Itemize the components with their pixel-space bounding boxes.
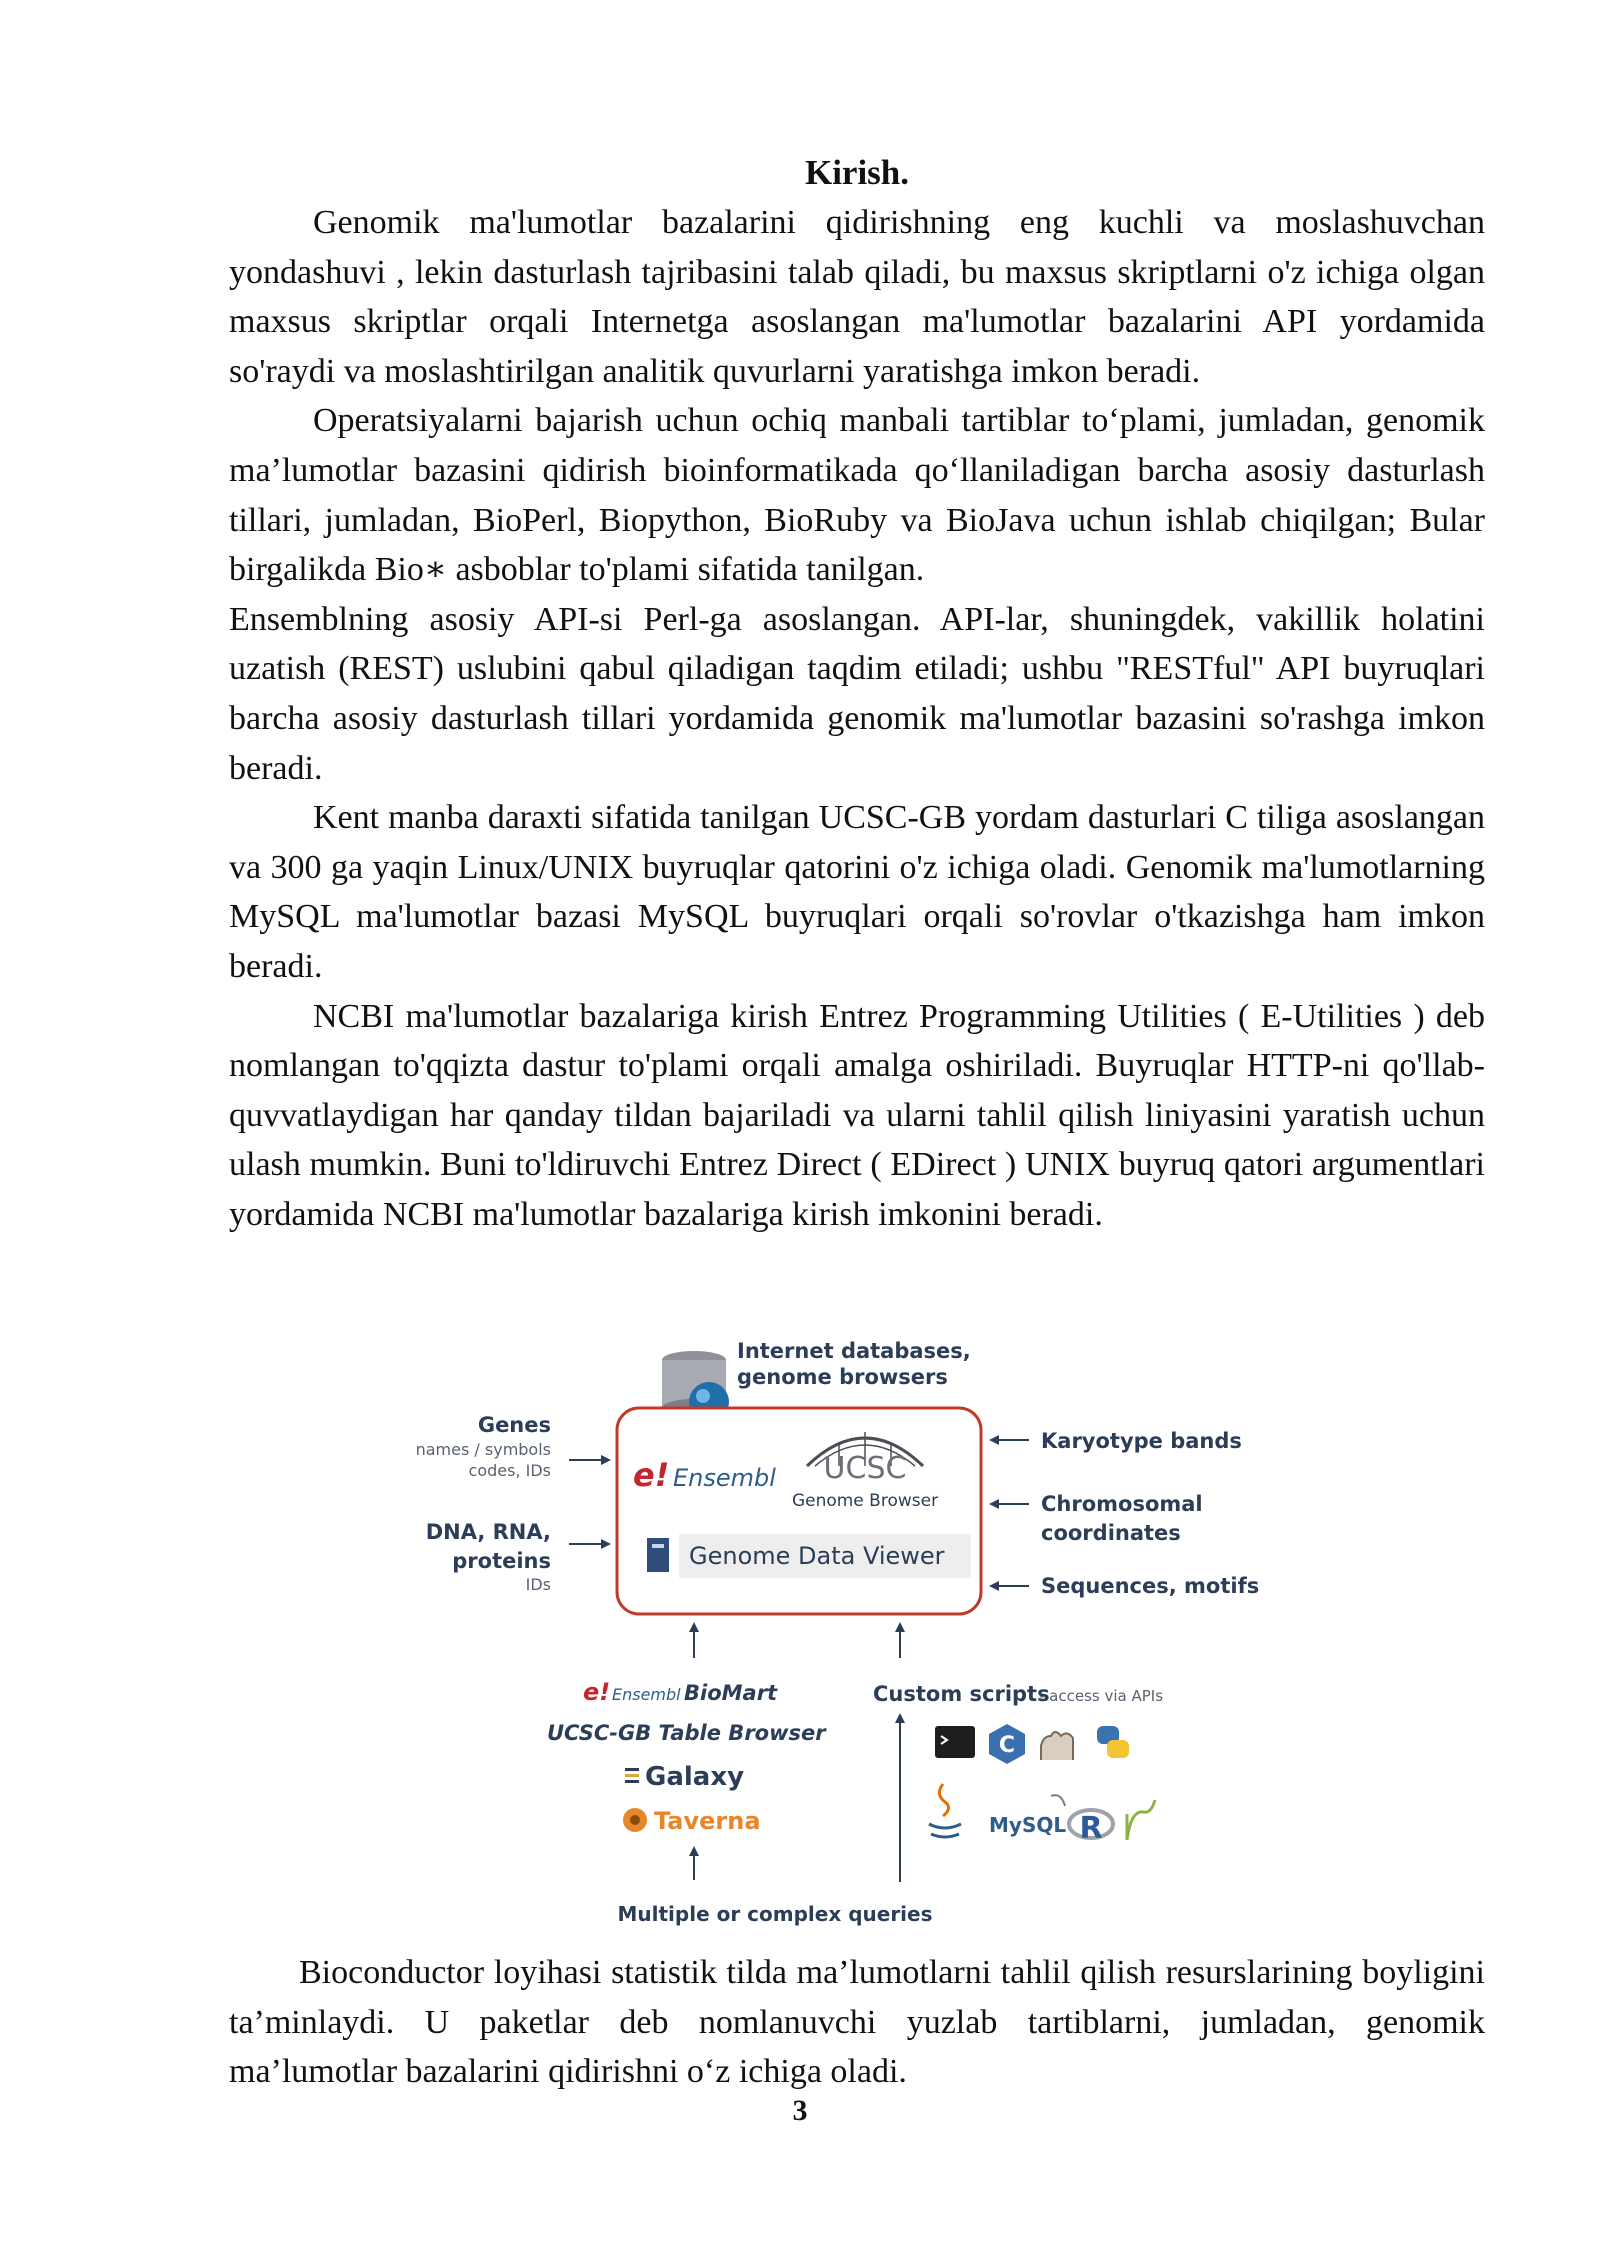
mysql-dolphin-icon [1051,1795,1065,1806]
sequences-label: Sequences, motifs [1041,1574,1260,1598]
paragraph-2: Operatsiyalarni bajarish uchun ochiq manbali tartiblar to‘plami, jumladan, genomik ma’lumotlar bazasini qidirish bioinformatikada qo‘llaniladigan barcha asosiy dasturlash tillari, jumladan, BioPerl, Biopython, BioRuby va BioJava uchun ishlab chiqilgan; Bular birgalikda Bio∗ asboblar to'plami sifatida tanilgan. [229,402,1485,589]
top-label-line-1: Internet databases, [737,1340,971,1363]
karyotype-label: Karyotype bands [1041,1429,1242,1453]
biomart-e-logo: e! [583,1678,611,1706]
dna-label-2: proteins [452,1549,551,1573]
figure-diagram [229,1340,1485,1940]
queries-label: Multiple or complex queries [617,1902,933,1926]
custom-scripts-sub: - access via APIs [1039,1687,1164,1705]
browsers-box [617,1408,981,1614]
bioconductor-icon [1127,1800,1155,1840]
python-icon [1097,1726,1129,1758]
c-language-icon [989,1724,1025,1764]
custom-scripts-label: Custom scripts [873,1682,1050,1706]
dna-label-1: DNA, RNA, [425,1520,551,1544]
galaxy-label: Galaxy [645,1762,745,1792]
paragraph-closing: Bioconductor loyihasi statistik tilda ma’lumotlarni tahlil qilish resurslarining boyligini ta’minlaydi. U paketlar deb nomlanuvchi yuzlab tartiblarni, jumladan, genomik ma’lumotlar bazalarini qidirishni o‘z ichiga oladi. [229,1954,1485,2091]
ucsc-logo-text: UCSC [823,1451,907,1486]
genome-data-viewer-icon [647,1538,669,1572]
paragraph-5: NCBI ma'lumotlar bazalariga kirish Entrez Programming Utilities ( E-Utilities ) deb nomlangan to'qqizta dastur to'plami orqali amalga oshiriladi. Buyruqlar HTTP-ni qo'llab-quvvatlaydigan har qanday tildan bajariladi va ularni tahlil qilish liniyasini yaratish uchun ulash mumkin. Buni to'ldiruvchi Entrez Direct ( EDirect ) UNIX buyruq qatori argumentlari yordamida NCBI ma'lumotlar bazalariga kirish imkonini beradi. [229,997,1485,1233]
genes-sub-1: names / symbols [415,1440,551,1459]
closing-section [229,1948,1485,2097]
terminal-icon [935,1726,975,1758]
document-body [229,148,1485,1239]
page-heading: Kirish. [804,153,910,192]
galaxy-icon [625,1768,639,1783]
genome-data-viewer-label: Genome Data Viewer [689,1542,945,1570]
page-number: 3 [792,2094,808,2127]
table-browser-label: UCSC-GB Table Browser [547,1721,826,1745]
r-language-icon [1069,1810,1113,1846]
top-label-line-2: genome browsers [737,1365,948,1389]
r-letter: R [1079,1811,1103,1846]
paragraph-4: Kent manba daraxti sifatida tanilgan UCSC-GB yordam dasturlari C tiliga asoslangan va 300 ga yaqin Linux/UNIX buyruqlar qatorini o'z ichiga oladi. Genomik ma'lumotlarning MySQL ma'lumotlar bazasi MySQL buyruqlari orqali so'rovlar o'tkazishga ham imkon beradi. [229,799,1485,985]
mysql-label: MySQL [989,1813,1067,1837]
taverna-label: Taverna [654,1807,761,1835]
java-icon [929,1784,961,1837]
genes-label: Genes [477,1413,551,1437]
ensembl-e-logo: e! [633,1456,670,1494]
genes-sub-2: codes, IDs [468,1461,551,1480]
ucsc-logo-subtitle: Genome Browser [791,1491,939,1511]
paragraph-3: Ensemblning asosiy API-si Perl-ga asoslangan. API-lar, shuningdek, vakillik holatini uzatish (REST) uslubini qabul qiladigan taqdim etiladi; ushbu "RESTful" API buyruqlari barcha asosiy dasturlash tillari yordamida genomik ma'lumotlar bazasini so'rashga imkon beradi. [229,600,1485,787]
coordinates-label-1: Chromosomal [1041,1492,1203,1516]
gdv-icon-stripe [652,1544,664,1548]
dna-sub-label: IDs [525,1575,551,1594]
ensembl-logo-text: Ensembl [673,1464,776,1492]
perl-camel-icon [1041,1732,1073,1760]
coordinates-label-2: coordinates [1041,1521,1181,1545]
paragraph-1: Genomik ma'lumotlar bazalarini qidirishning eng kuchli va moslashuvchan yondashuvi , lekin dasturlash tajribasini talab qiladi, bu maxsus skriptlarni o'z ichiga olgan maxsus skriptlar orqali Internetga asoslangan ma'lumotlar bazalarini API yordamida so'raydi va moslashtirilgan analitik quvurlarni yaratishga imkon beradi. [229,204,1485,390]
svg-text:C: C [998,1733,1016,1758]
genome-databases-figure [229,1340,1485,1940]
biomart-label: BioMart [684,1681,778,1705]
taverna-icon-center [630,1815,640,1825]
biomart-ensembl-text: Ensembl [612,1685,681,1704]
